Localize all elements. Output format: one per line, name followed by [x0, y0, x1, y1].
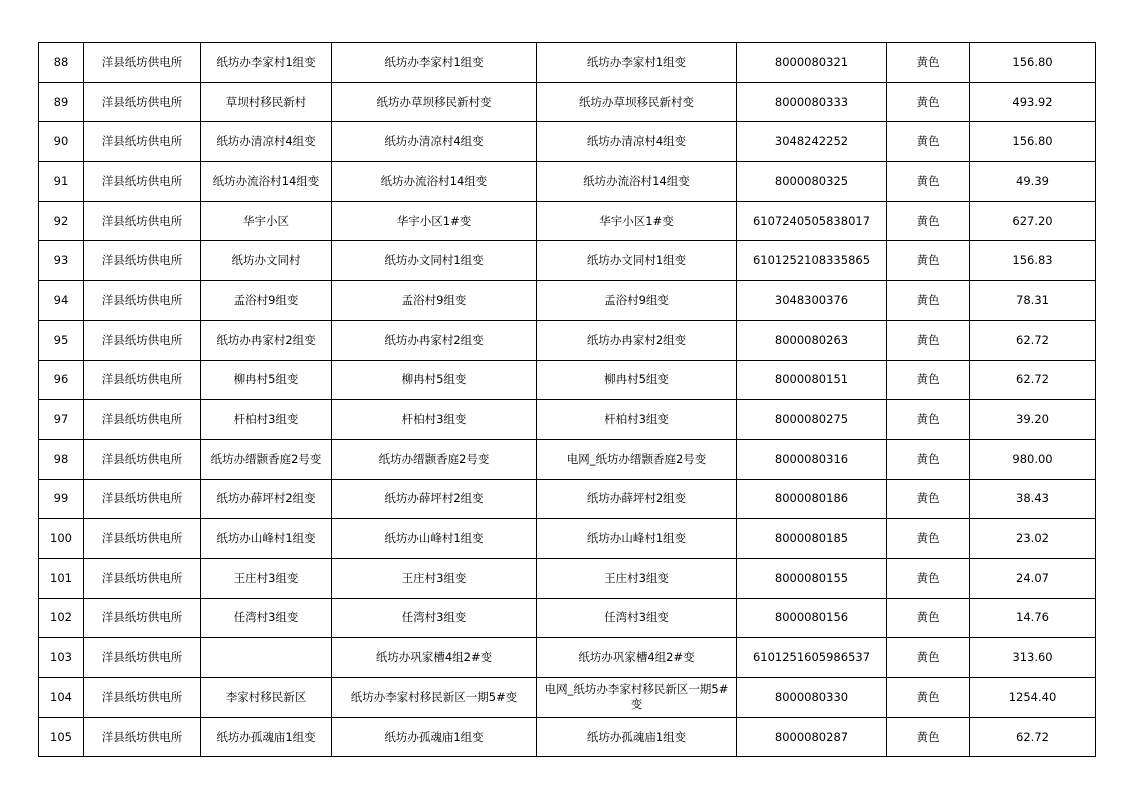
cell-unit: 洋县纸坊供电所	[84, 598, 201, 638]
cell-amount: 980.00	[970, 439, 1096, 479]
cell-level: 黄色	[887, 479, 970, 519]
cell-level: 黄色	[887, 678, 970, 718]
cell-account-id: 8000080321	[737, 43, 887, 83]
cell-line: 王庄村3组变	[537, 558, 737, 598]
cell-account-id: 3048300376	[737, 281, 887, 321]
table-row	[39, 558, 1096, 598]
table-row	[39, 82, 1096, 122]
cell-account-id: 8000080330	[737, 678, 887, 718]
cell-level: 黄色	[887, 439, 970, 479]
cell-unit: 洋县纸坊供电所	[84, 281, 201, 321]
cell-level: 黄色	[887, 281, 970, 321]
cell-unit: 洋县纸坊供电所	[84, 162, 201, 202]
cell-area: 杆柏村3组变	[201, 400, 332, 440]
cell-line: 柳冉村5组变	[537, 360, 737, 400]
cell-area	[201, 638, 332, 678]
cell-index: 102	[39, 598, 84, 638]
cell-level: 黄色	[887, 638, 970, 678]
cell-transformer: 纸坊办李家村移民新区一期5#变	[332, 678, 537, 718]
cell-unit: 洋县纸坊供电所	[84, 558, 201, 598]
cell-level: 黄色	[887, 82, 970, 122]
cell-transformer: 纸坊办流浴村14组变	[332, 162, 537, 202]
cell-index: 90	[39, 122, 84, 162]
cell-line: 纸坊办山峰村1组变	[537, 519, 737, 559]
cell-line: 纸坊办流浴村14组变	[537, 162, 737, 202]
cell-account-id: 8000080151	[737, 360, 887, 400]
cell-transformer: 任湾村3组变	[332, 598, 537, 638]
cell-transformer: 华宇小区1#变	[332, 201, 537, 241]
cell-level: 黄色	[887, 122, 970, 162]
table-row	[39, 439, 1096, 479]
cell-account-id: 8000080156	[737, 598, 887, 638]
cell-index: 100	[39, 519, 84, 559]
cell-transformer: 纸坊办冉家村2组变	[332, 320, 537, 360]
cell-transformer: 纸坊办孤魂庙1组变	[332, 717, 537, 757]
table-row	[39, 638, 1096, 678]
cell-line: 纸坊办草坝移民新村变	[537, 82, 737, 122]
cell-transformer: 纸坊办清凉村4组变	[332, 122, 537, 162]
cell-transformer: 纸坊办文同村1组变	[332, 241, 537, 281]
table-row	[39, 281, 1096, 321]
table-row	[39, 43, 1096, 83]
cell-account-id: 6101251605986537	[737, 638, 887, 678]
table-row	[39, 320, 1096, 360]
cell-unit: 洋县纸坊供电所	[84, 43, 201, 83]
cell-line: 孟浴村9组变	[537, 281, 737, 321]
cell-unit: 洋县纸坊供电所	[84, 717, 201, 757]
cell-unit: 洋县纸坊供电所	[84, 400, 201, 440]
cell-index: 97	[39, 400, 84, 440]
cell-amount: 62.72	[970, 717, 1096, 757]
cell-amount: 62.72	[970, 320, 1096, 360]
table-row	[39, 598, 1096, 638]
cell-area: 华宇小区	[201, 201, 332, 241]
cell-area: 王庄村3组变	[201, 558, 332, 598]
table-row	[39, 122, 1096, 162]
cell-level: 黄色	[887, 598, 970, 638]
cell-area: 纸坊办文同村	[201, 241, 332, 281]
cell-transformer: 纸坊办草坝移民新村变	[332, 82, 537, 122]
cell-line: 任湾村3组变	[537, 598, 737, 638]
cell-index: 95	[39, 320, 84, 360]
table-row	[39, 241, 1096, 281]
cell-transformer: 纸坊办巩家槽4组2#变	[332, 638, 537, 678]
cell-amount: 24.07	[970, 558, 1096, 598]
cell-index: 93	[39, 241, 84, 281]
cell-amount: 38.43	[970, 479, 1096, 519]
cell-transformer: 纸坊办薛坪村2组变	[332, 479, 537, 519]
cell-level: 黄色	[887, 558, 970, 598]
cell-index: 89	[39, 82, 84, 122]
cell-area: 任湾村3组变	[201, 598, 332, 638]
cell-account-id: 8000080287	[737, 717, 887, 757]
cell-line: 纸坊办文同村1组变	[537, 241, 737, 281]
cell-line: 纸坊办冉家村2组变	[537, 320, 737, 360]
cell-level: 黄色	[887, 241, 970, 281]
cell-amount: 156.80	[970, 43, 1096, 83]
cell-amount: 14.76	[970, 598, 1096, 638]
cell-line: 纸坊办李家村1组变	[537, 43, 737, 83]
table-row	[39, 201, 1096, 241]
cell-amount: 627.20	[970, 201, 1096, 241]
cell-area: 纸坊办缙颢香庭2号变	[201, 439, 332, 479]
cell-level: 黄色	[887, 519, 970, 559]
cell-account-id: 8000080155	[737, 558, 887, 598]
cell-amount: 156.80	[970, 122, 1096, 162]
cell-level: 黄色	[887, 320, 970, 360]
cell-account-id: 8000080263	[737, 320, 887, 360]
cell-account-id: 6107240505838017	[737, 201, 887, 241]
cell-area: 李家村移民新区	[201, 678, 332, 718]
cell-transformer: 纸坊办缙颢香庭2号变	[332, 439, 537, 479]
cell-index: 99	[39, 479, 84, 519]
cell-account-id: 8000080325	[737, 162, 887, 202]
cell-transformer: 杆柏村3组变	[332, 400, 537, 440]
cell-amount: 1254.40	[970, 678, 1096, 718]
cell-line: 华宇小区1#变	[537, 201, 737, 241]
table-row	[39, 717, 1096, 757]
cell-index: 88	[39, 43, 84, 83]
cell-level: 黄色	[887, 43, 970, 83]
cell-line: 纸坊办薛坪村2组变	[537, 479, 737, 519]
cell-unit: 洋县纸坊供电所	[84, 678, 201, 718]
cell-line: 电网_纸坊办李家村移民新区一期5#变	[537, 678, 737, 718]
cell-level: 黄色	[887, 360, 970, 400]
cell-line: 电网_纸坊办缙颢香庭2号变	[537, 439, 737, 479]
data-table	[38, 42, 1096, 757]
cell-unit: 洋县纸坊供电所	[84, 479, 201, 519]
cell-transformer: 柳冉村5组变	[332, 360, 537, 400]
cell-index: 96	[39, 360, 84, 400]
table-body	[39, 43, 1096, 757]
cell-account-id: 8000080316	[737, 439, 887, 479]
cell-index: 105	[39, 717, 84, 757]
cell-index: 91	[39, 162, 84, 202]
cell-transformer: 纸坊办李家村1组变	[332, 43, 537, 83]
cell-unit: 洋县纸坊供电所	[84, 320, 201, 360]
cell-level: 黄色	[887, 400, 970, 440]
cell-area: 纸坊办李家村1组变	[201, 43, 332, 83]
table-row	[39, 360, 1096, 400]
cell-amount: 493.92	[970, 82, 1096, 122]
cell-level: 黄色	[887, 717, 970, 757]
cell-level: 黄色	[887, 201, 970, 241]
cell-unit: 洋县纸坊供电所	[84, 360, 201, 400]
cell-index: 101	[39, 558, 84, 598]
cell-line: 杆柏村3组变	[537, 400, 737, 440]
cell-amount: 49.39	[970, 162, 1096, 202]
cell-amount: 39.20	[970, 400, 1096, 440]
cell-unit: 洋县纸坊供电所	[84, 439, 201, 479]
cell-transformer: 纸坊办山峰村1组变	[332, 519, 537, 559]
cell-unit: 洋县纸坊供电所	[84, 638, 201, 678]
cell-unit: 洋县纸坊供电所	[84, 82, 201, 122]
table-row	[39, 162, 1096, 202]
cell-area: 纸坊办山峰村1组变	[201, 519, 332, 559]
cell-unit: 洋县纸坊供电所	[84, 201, 201, 241]
cell-account-id: 3048242252	[737, 122, 887, 162]
cell-amount: 313.60	[970, 638, 1096, 678]
cell-line: 纸坊办巩家槽4组2#变	[537, 638, 737, 678]
table-row	[39, 678, 1096, 718]
cell-account-id: 8000080333	[737, 82, 887, 122]
cell-index: 103	[39, 638, 84, 678]
cell-line: 纸坊办孤魂庙1组变	[537, 717, 737, 757]
cell-level: 黄色	[887, 162, 970, 202]
cell-transformer: 孟浴村9组变	[332, 281, 537, 321]
cell-account-id: 8000080185	[737, 519, 887, 559]
cell-amount: 156.83	[970, 241, 1096, 281]
cell-area: 纸坊办流浴村14组变	[201, 162, 332, 202]
cell-line: 纸坊办清凉村4组变	[537, 122, 737, 162]
cell-amount: 62.72	[970, 360, 1096, 400]
cell-area: 纸坊办冉家村2组变	[201, 320, 332, 360]
cell-account-id: 6101252108335865	[737, 241, 887, 281]
cell-index: 98	[39, 439, 84, 479]
cell-unit: 洋县纸坊供电所	[84, 519, 201, 559]
cell-account-id: 8000080275	[737, 400, 887, 440]
cell-account-id: 8000080186	[737, 479, 887, 519]
table-row	[39, 519, 1096, 559]
table-row	[39, 479, 1096, 519]
cell-amount: 78.31	[970, 281, 1096, 321]
cell-index: 92	[39, 201, 84, 241]
cell-area: 纸坊办孤魂庙1组变	[201, 717, 332, 757]
cell-amount: 23.02	[970, 519, 1096, 559]
cell-unit: 洋县纸坊供电所	[84, 122, 201, 162]
cell-area: 纸坊办薛坪村2组变	[201, 479, 332, 519]
cell-area: 草坝村移民新村	[201, 82, 332, 122]
cell-unit: 洋县纸坊供电所	[84, 241, 201, 281]
cell-area: 孟浴村9组变	[201, 281, 332, 321]
cell-area: 纸坊办清凉村4组变	[201, 122, 332, 162]
cell-area: 柳冉村5组变	[201, 360, 332, 400]
cell-index: 104	[39, 678, 84, 718]
cell-transformer: 王庄村3组变	[332, 558, 537, 598]
table-row	[39, 400, 1096, 440]
cell-index: 94	[39, 281, 84, 321]
